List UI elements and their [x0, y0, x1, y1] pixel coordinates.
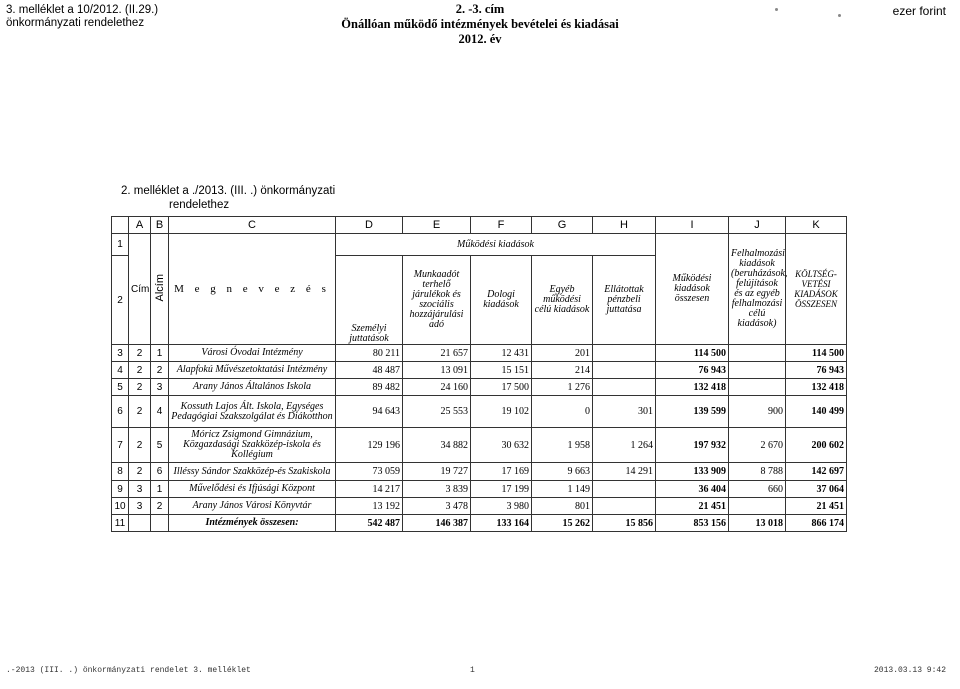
table-row	[112, 515, 847, 532]
col-letter-g: G	[532, 217, 593, 234]
cell-alcim: 1	[151, 481, 169, 498]
header-center-line2: Önállóan működő intézmények bevételei és kiadásai	[341, 17, 619, 31]
amendment-note-line2: rendelethez	[169, 199, 230, 211]
row-number: 9	[112, 481, 129, 498]
cell-cim: 3	[129, 498, 151, 515]
table-row	[112, 345, 847, 362]
cell-ellatottak	[593, 481, 656, 498]
cell-alcim: 3	[151, 379, 169, 396]
cell-szemelyi: 73 059	[336, 463, 403, 481]
cell-alcim	[151, 515, 169, 532]
cell-egyeb: 214	[532, 362, 593, 379]
header-center-line3: 2012. év	[458, 32, 502, 46]
cell-munkaadoi: 21 657	[403, 345, 471, 362]
header-koltsegvetesi-osszesen: KÖLTSÉG-VETÉSI KIADÁSOK ÖSSZESEN	[786, 234, 847, 345]
cell-szemelyi: 129 196	[336, 428, 403, 463]
cell-egyeb: 9 663	[532, 463, 593, 481]
cell-felhalmozasi: 13 018	[729, 515, 786, 532]
column-letters-row	[112, 217, 847, 234]
table-row	[112, 362, 847, 379]
cell-mukodesi-osszesen: 139 599	[656, 396, 729, 428]
cell-dologi: 17 199	[471, 481, 532, 498]
header-left-line1: 3. melléklet a 10/2012. (II.29.)	[6, 4, 159, 16]
cell-felhalmozasi	[729, 362, 786, 379]
row-number: 3	[112, 345, 129, 362]
table-body	[112, 345, 847, 532]
cell-alcim: 2	[151, 362, 169, 379]
header-ellatottak: Ellátottak pénzbeli juttatása	[593, 256, 656, 345]
cell-cim: 2	[129, 463, 151, 481]
cell-mukodesi-osszesen: 132 418	[656, 379, 729, 396]
scan-speck	[775, 8, 778, 11]
header-mukodesi-osszesen: Működési kiadások összesen	[656, 234, 729, 345]
cell-munkaadoi: 19 727	[403, 463, 471, 481]
cell-szemelyi: 94 643	[336, 396, 403, 428]
row-number: 6	[112, 396, 129, 428]
cell-name: Intézmények összesen:	[169, 515, 336, 532]
cell-mukodesi-osszesen: 197 932	[656, 428, 729, 463]
cell-cim: 2	[129, 428, 151, 463]
col-letter-k: K	[786, 217, 847, 234]
cell-koltsegvetesi-osszesen: 132 418	[786, 379, 847, 396]
cell-mukodesi-osszesen: 76 943	[656, 362, 729, 379]
cell-mukodesi-osszesen: 133 909	[656, 463, 729, 481]
cell-alcim: 4	[151, 396, 169, 428]
header-center	[0, 2, 960, 47]
cell-dologi: 3 980	[471, 498, 532, 515]
cell-alcim: 5	[151, 428, 169, 463]
cell-dologi: 12 431	[471, 345, 532, 362]
cell-munkaadoi: 146 387	[403, 515, 471, 532]
cell-munkaadoi: 13 091	[403, 362, 471, 379]
cell-felhalmozasi	[729, 345, 786, 362]
header-alcim-cell	[151, 234, 169, 345]
header-center-line1: 2. -3. cím	[455, 2, 505, 16]
cell-cim	[129, 515, 151, 532]
cell-name: Kossuth Lajos Ált. Iskola, Egységes Pedagógiai Szakszolgálat és Diákotthon	[169, 396, 336, 428]
cell-dologi: 133 164	[471, 515, 532, 532]
col-letter-e: E	[403, 217, 471, 234]
table-row	[112, 498, 847, 515]
cell-munkaadoi: 25 553	[403, 396, 471, 428]
corner-cell	[112, 217, 129, 234]
cell-dologi: 17 500	[471, 379, 532, 396]
cell-dologi: 15 151	[471, 362, 532, 379]
col-letter-d: D	[336, 217, 403, 234]
cell-ellatottak: 15 856	[593, 515, 656, 532]
cell-felhalmozasi: 900	[729, 396, 786, 428]
cell-munkaadoi: 3 478	[403, 498, 471, 515]
footer-left: .-2013 (III. .) önkormányzati rendelet 3. melléklet	[6, 666, 251, 675]
header-left-line2: önkormányzati rendelethez	[6, 17, 145, 29]
cell-egyeb: 801	[532, 498, 593, 515]
cell-dologi: 19 102	[471, 396, 532, 428]
header-munkaadoi: Munkaadót terhelő járulékok és szociális hozzájárulási adó	[403, 256, 471, 345]
col-letter-h: H	[593, 217, 656, 234]
cell-name: Arany János Városi Könyvtár	[169, 498, 336, 515]
cell-name: Illéssy Sándor Szakközép-és Szakiskola	[169, 463, 336, 481]
cell-egyeb: 201	[532, 345, 593, 362]
header-unit: ezer forint	[892, 4, 946, 18]
header-alcim: Alcím	[153, 273, 166, 302]
col-letter-f: F	[471, 217, 532, 234]
header-felhalmozasi: Felhalmozási kiadások (beruházások, felújítások és az egyéb felhalmozási célú kiadások)	[729, 234, 786, 345]
row-number: 5	[112, 379, 129, 396]
cell-munkaadoi: 34 882	[403, 428, 471, 463]
col-letter-a: A	[129, 217, 151, 234]
cell-mukodesi-osszesen: 114 500	[656, 345, 729, 362]
cell-alcim: 6	[151, 463, 169, 481]
cell-cim: 2	[129, 396, 151, 428]
header-megnevezes-cell	[169, 234, 336, 345]
cell-ellatottak	[593, 345, 656, 362]
header-dologi: Dologi kiadások	[471, 256, 532, 345]
header-szemelyi: Személyi juttatások	[336, 256, 403, 345]
cell-alcim: 2	[151, 498, 169, 515]
row-number: 7	[112, 428, 129, 463]
header-row-1	[112, 234, 847, 256]
table-row	[112, 428, 847, 463]
cell-egyeb: 1 276	[532, 379, 593, 396]
cell-koltsegvetesi-osszesen: 37 064	[786, 481, 847, 498]
cell-felhalmozasi	[729, 498, 786, 515]
budget-table	[111, 216, 847, 532]
row-number: 8	[112, 463, 129, 481]
cell-cim: 3	[129, 481, 151, 498]
cell-dologi: 17 169	[471, 463, 532, 481]
col-letter-c: C	[169, 217, 336, 234]
cell-koltsegvetesi-osszesen: 114 500	[786, 345, 847, 362]
row-number: 1	[112, 234, 129, 256]
cell-munkaadoi: 3 839	[403, 481, 471, 498]
cell-szemelyi: 14 217	[336, 481, 403, 498]
table-row	[112, 481, 847, 498]
row-number: 11	[112, 515, 129, 532]
table-row	[112, 396, 847, 428]
cell-name: Arany János Általános Iskola	[169, 379, 336, 396]
cell-mukodesi-osszesen: 21 451	[656, 498, 729, 515]
header-megnevezes: M e g n e v e z é s	[174, 283, 330, 295]
cell-name: Városi Óvodai Intézmény	[169, 345, 336, 362]
cell-egyeb: 15 262	[532, 515, 593, 532]
cell-egyeb: 0	[532, 396, 593, 428]
row-number: 4	[112, 362, 129, 379]
cell-koltsegvetesi-osszesen: 142 697	[786, 463, 847, 481]
cell-name: Móricz Zsigmond Gimnázium, Közgazdasági Szakközép-iskola és Kollégium	[169, 428, 336, 463]
amendment-note-line1: 2. melléklet a ./2013. (III. .) önkormányzati	[121, 185, 336, 197]
cell-ellatottak	[593, 362, 656, 379]
table-row	[112, 463, 847, 481]
amendment-note	[121, 184, 335, 212]
cell-koltsegvetesi-osszesen: 866 174	[786, 515, 847, 532]
cell-cim: 2	[129, 362, 151, 379]
cell-egyeb: 1 149	[532, 481, 593, 498]
cell-szemelyi: 89 482	[336, 379, 403, 396]
footer-timestamp: 2013.03.13 9:42	[873, 666, 946, 675]
cell-mukodesi-osszesen: 853 156	[656, 515, 729, 532]
col-letter-b: B	[151, 217, 169, 234]
cell-koltsegvetesi-osszesen: 200 602	[786, 428, 847, 463]
scan-speck	[838, 14, 841, 17]
cell-felhalmozasi: 2 670	[729, 428, 786, 463]
cell-alcim: 1	[151, 345, 169, 362]
cell-ellatottak: 301	[593, 396, 656, 428]
row-number: 10	[112, 498, 129, 515]
cell-ellatottak	[593, 498, 656, 515]
cell-mukodesi-osszesen: 36 404	[656, 481, 729, 498]
cell-felhalmozasi	[729, 379, 786, 396]
cell-felhalmozasi: 8 788	[729, 463, 786, 481]
cell-koltsegvetesi-osszesen: 140 499	[786, 396, 847, 428]
col-letter-j: J	[729, 217, 786, 234]
cell-szemelyi: 80 211	[336, 345, 403, 362]
cell-felhalmozasi: 660	[729, 481, 786, 498]
cell-ellatottak	[593, 379, 656, 396]
cell-szemelyi: 48 487	[336, 362, 403, 379]
header-egyeb: Egyéb működési célú kiadások	[532, 256, 593, 345]
cell-cim: 2	[129, 379, 151, 396]
cell-koltsegvetesi-osszesen: 21 451	[786, 498, 847, 515]
cell-cim: 2	[129, 345, 151, 362]
cell-dologi: 30 632	[471, 428, 532, 463]
cell-ellatottak: 1 264	[593, 428, 656, 463]
footer-page: 1	[470, 666, 475, 675]
cell-szemelyi: 542 487	[336, 515, 403, 532]
header-mukodesi-kiadasok: Működési kiadások	[336, 234, 656, 256]
cell-ellatottak: 14 291	[593, 463, 656, 481]
cell-koltsegvetesi-osszesen: 76 943	[786, 362, 847, 379]
header-cim: Cím	[129, 234, 151, 345]
cell-munkaadoi: 24 160	[403, 379, 471, 396]
table-row	[112, 379, 847, 396]
col-letter-i: I	[656, 217, 729, 234]
cell-szemelyi: 13 192	[336, 498, 403, 515]
cell-name: Művelődési és Ifjúsági Központ	[169, 481, 336, 498]
cell-name: Alapfokú Művészetoktatási Intézmény	[169, 362, 336, 379]
row-number: 2	[112, 256, 129, 345]
cell-egyeb: 1 958	[532, 428, 593, 463]
